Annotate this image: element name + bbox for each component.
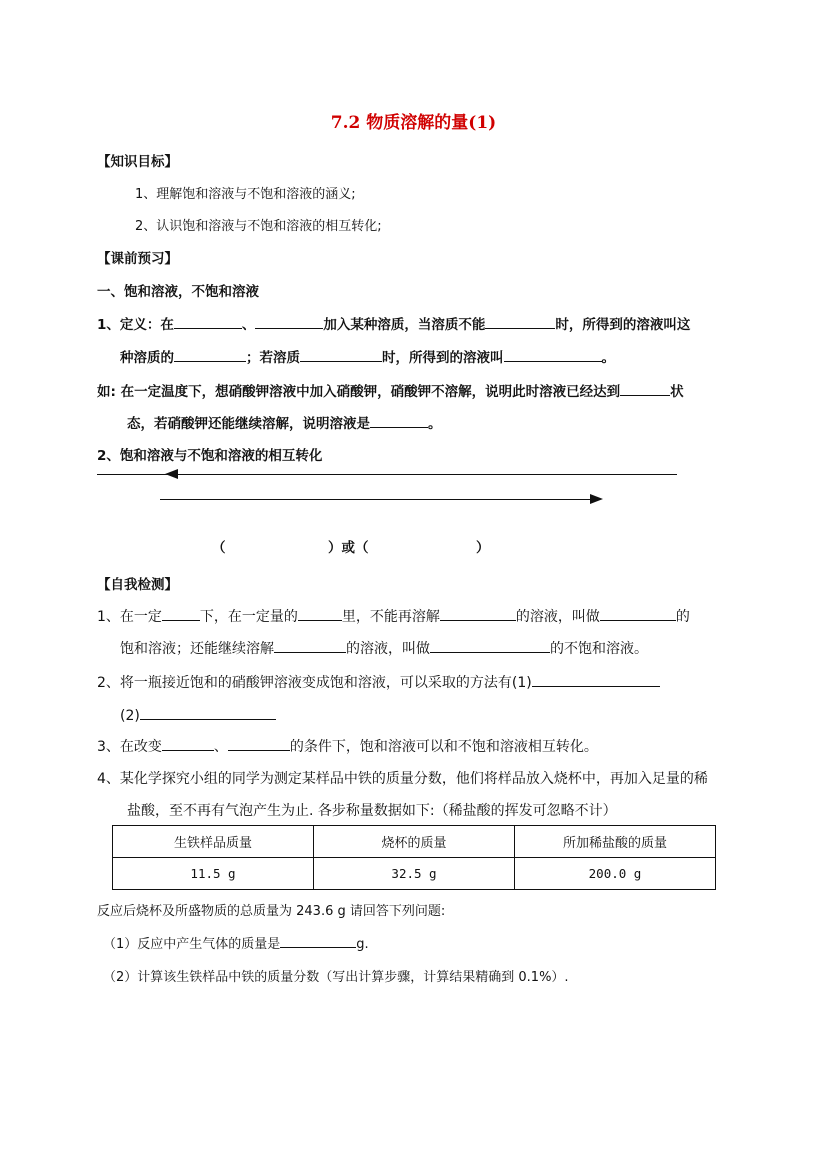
paren-open-left: （ xyxy=(212,540,226,556)
section-preview: 【课前预习】 xyxy=(97,251,178,267)
conversion-line-bottom xyxy=(160,499,596,500)
text: 里，不能再溶解 xyxy=(341,609,440,625)
text: ；若溶质 xyxy=(246,350,300,366)
sub-question-1 xyxy=(103,933,369,952)
table-header-cell: 所加稀盐酸的质量 xyxy=(515,826,716,858)
blank[interactable] xyxy=(430,638,550,653)
text: 。 xyxy=(601,350,615,366)
table-row xyxy=(113,858,716,890)
text: 1、在一定 xyxy=(97,609,162,625)
text: 的溶液，叫做 xyxy=(515,609,600,625)
paren-close-right: ） xyxy=(476,540,490,556)
definition-line-2 xyxy=(120,346,615,366)
blank[interactable] xyxy=(600,606,676,621)
text: (2) xyxy=(120,708,140,724)
measurement-table xyxy=(112,825,716,890)
arrow-right-icon xyxy=(590,493,604,505)
blank[interactable] xyxy=(174,314,242,329)
part1-heading: 一、饱和溶液，不饱和溶液 xyxy=(97,284,259,300)
conversion-line-top xyxy=(97,474,677,475)
text: 的不饱和溶液。 xyxy=(550,641,648,657)
example-line-1 xyxy=(97,380,684,400)
table-header-cell: 烧杯的质量 xyxy=(314,826,515,858)
question-3 xyxy=(97,736,598,756)
text: g. xyxy=(356,937,369,952)
blank[interactable] xyxy=(298,606,342,621)
text: 态，若硝酸钾还能继续溶解，说明溶液是 xyxy=(127,416,370,432)
example-line-2 xyxy=(127,412,442,432)
question-2-line-2 xyxy=(120,705,276,724)
text: 、 xyxy=(241,317,256,333)
text: 如: 在一定温度下，想硝酸钾溶液中加入硝酸钾，硝酸钾不溶解，说明此时溶液已经达到 xyxy=(97,384,621,400)
blank[interactable] xyxy=(532,672,660,687)
section-self-check: 【自我检测】 xyxy=(97,577,178,593)
question-1-line-2 xyxy=(120,638,648,658)
text: 加入某种溶质，当溶质不能 xyxy=(323,317,486,333)
question-2-line-1 xyxy=(97,672,660,692)
table-header-cell: 生铁样品质量 xyxy=(113,826,314,858)
definition-line-1 xyxy=(97,313,690,333)
text: 状 xyxy=(670,384,684,400)
table-cell: 200.0 g xyxy=(515,858,716,890)
blank[interactable] xyxy=(255,314,323,329)
sub-question-2: （2）计算该生铁样品中铁的质量分数（写出计算步骤，计算结果精确到 0.1%）. xyxy=(103,970,569,985)
table-header-row xyxy=(113,826,716,858)
blank[interactable] xyxy=(228,736,290,751)
text: 。 xyxy=(428,416,442,432)
table-cell: 11.5 g xyxy=(113,858,314,890)
blank[interactable] xyxy=(140,705,276,720)
objective-1: 1、理解饱和溶液与不饱和溶液的涵义; xyxy=(135,187,356,202)
blank[interactable] xyxy=(174,347,246,362)
text: 的溶液，叫做 xyxy=(346,641,430,657)
total-mass-statement: 反应后烧杯及所盛物质的总质量为 243.6 g 请回答下列问题: xyxy=(97,904,446,919)
text: 、 xyxy=(213,739,228,755)
question-4-line-1: 4、某化学探究小组的同学为测定某样品中铁的质量分数，他们将样品放入烧杯中，再加入足量的稀 xyxy=(97,771,708,787)
section-knowledge-goals: 【知识目标】 xyxy=(97,154,178,170)
question-4-line-2: 盐酸，至不再有气泡产生为止. 各步称量数据如下:（稀盐酸的挥发可忽略不计） xyxy=(127,803,617,819)
part2-heading: 2、饱和溶液与不饱和溶液的相互转化 xyxy=(97,448,323,464)
blank[interactable] xyxy=(274,638,346,653)
text: 3、在改变 xyxy=(97,739,162,755)
text: 的 xyxy=(675,609,690,625)
table-cell: 32.5 g xyxy=(314,858,515,890)
page-title: 7.2 物质溶解的量(1) xyxy=(330,113,497,133)
text: 种溶质的 xyxy=(120,350,174,366)
text: 时，所得到的溶液叫这 xyxy=(555,317,691,333)
blank[interactable] xyxy=(485,314,555,329)
blank[interactable] xyxy=(504,347,602,362)
blank[interactable] xyxy=(620,381,670,396)
text: 时，所得到的溶液叫 xyxy=(382,350,504,366)
text: 1、定义：在 xyxy=(97,317,174,333)
text: 饱和溶液；还能继续溶解 xyxy=(120,641,274,657)
blank[interactable] xyxy=(280,933,356,948)
blank[interactable] xyxy=(370,413,428,428)
blank[interactable] xyxy=(300,347,382,362)
paren-middle: ）或（ xyxy=(328,540,369,556)
text: 2、将一瓶接近饱和的硝酸钾溶液变成饱和溶液，可以采取的方法有(1) xyxy=(97,675,532,691)
question-1-line-1 xyxy=(97,606,690,626)
text: 下，在一定量的 xyxy=(199,609,298,625)
text: （1）反应中产生气体的质量是 xyxy=(103,937,281,952)
text: 的条件下，饱和溶液可以和不饱和溶液相互转化。 xyxy=(289,739,598,755)
blank[interactable] xyxy=(440,606,516,621)
blank[interactable] xyxy=(162,606,200,621)
arrow-left-icon xyxy=(165,468,179,480)
objective-2: 2、认识饱和溶液与不饱和溶液的相互转化; xyxy=(135,219,382,234)
blank[interactable] xyxy=(162,736,214,751)
